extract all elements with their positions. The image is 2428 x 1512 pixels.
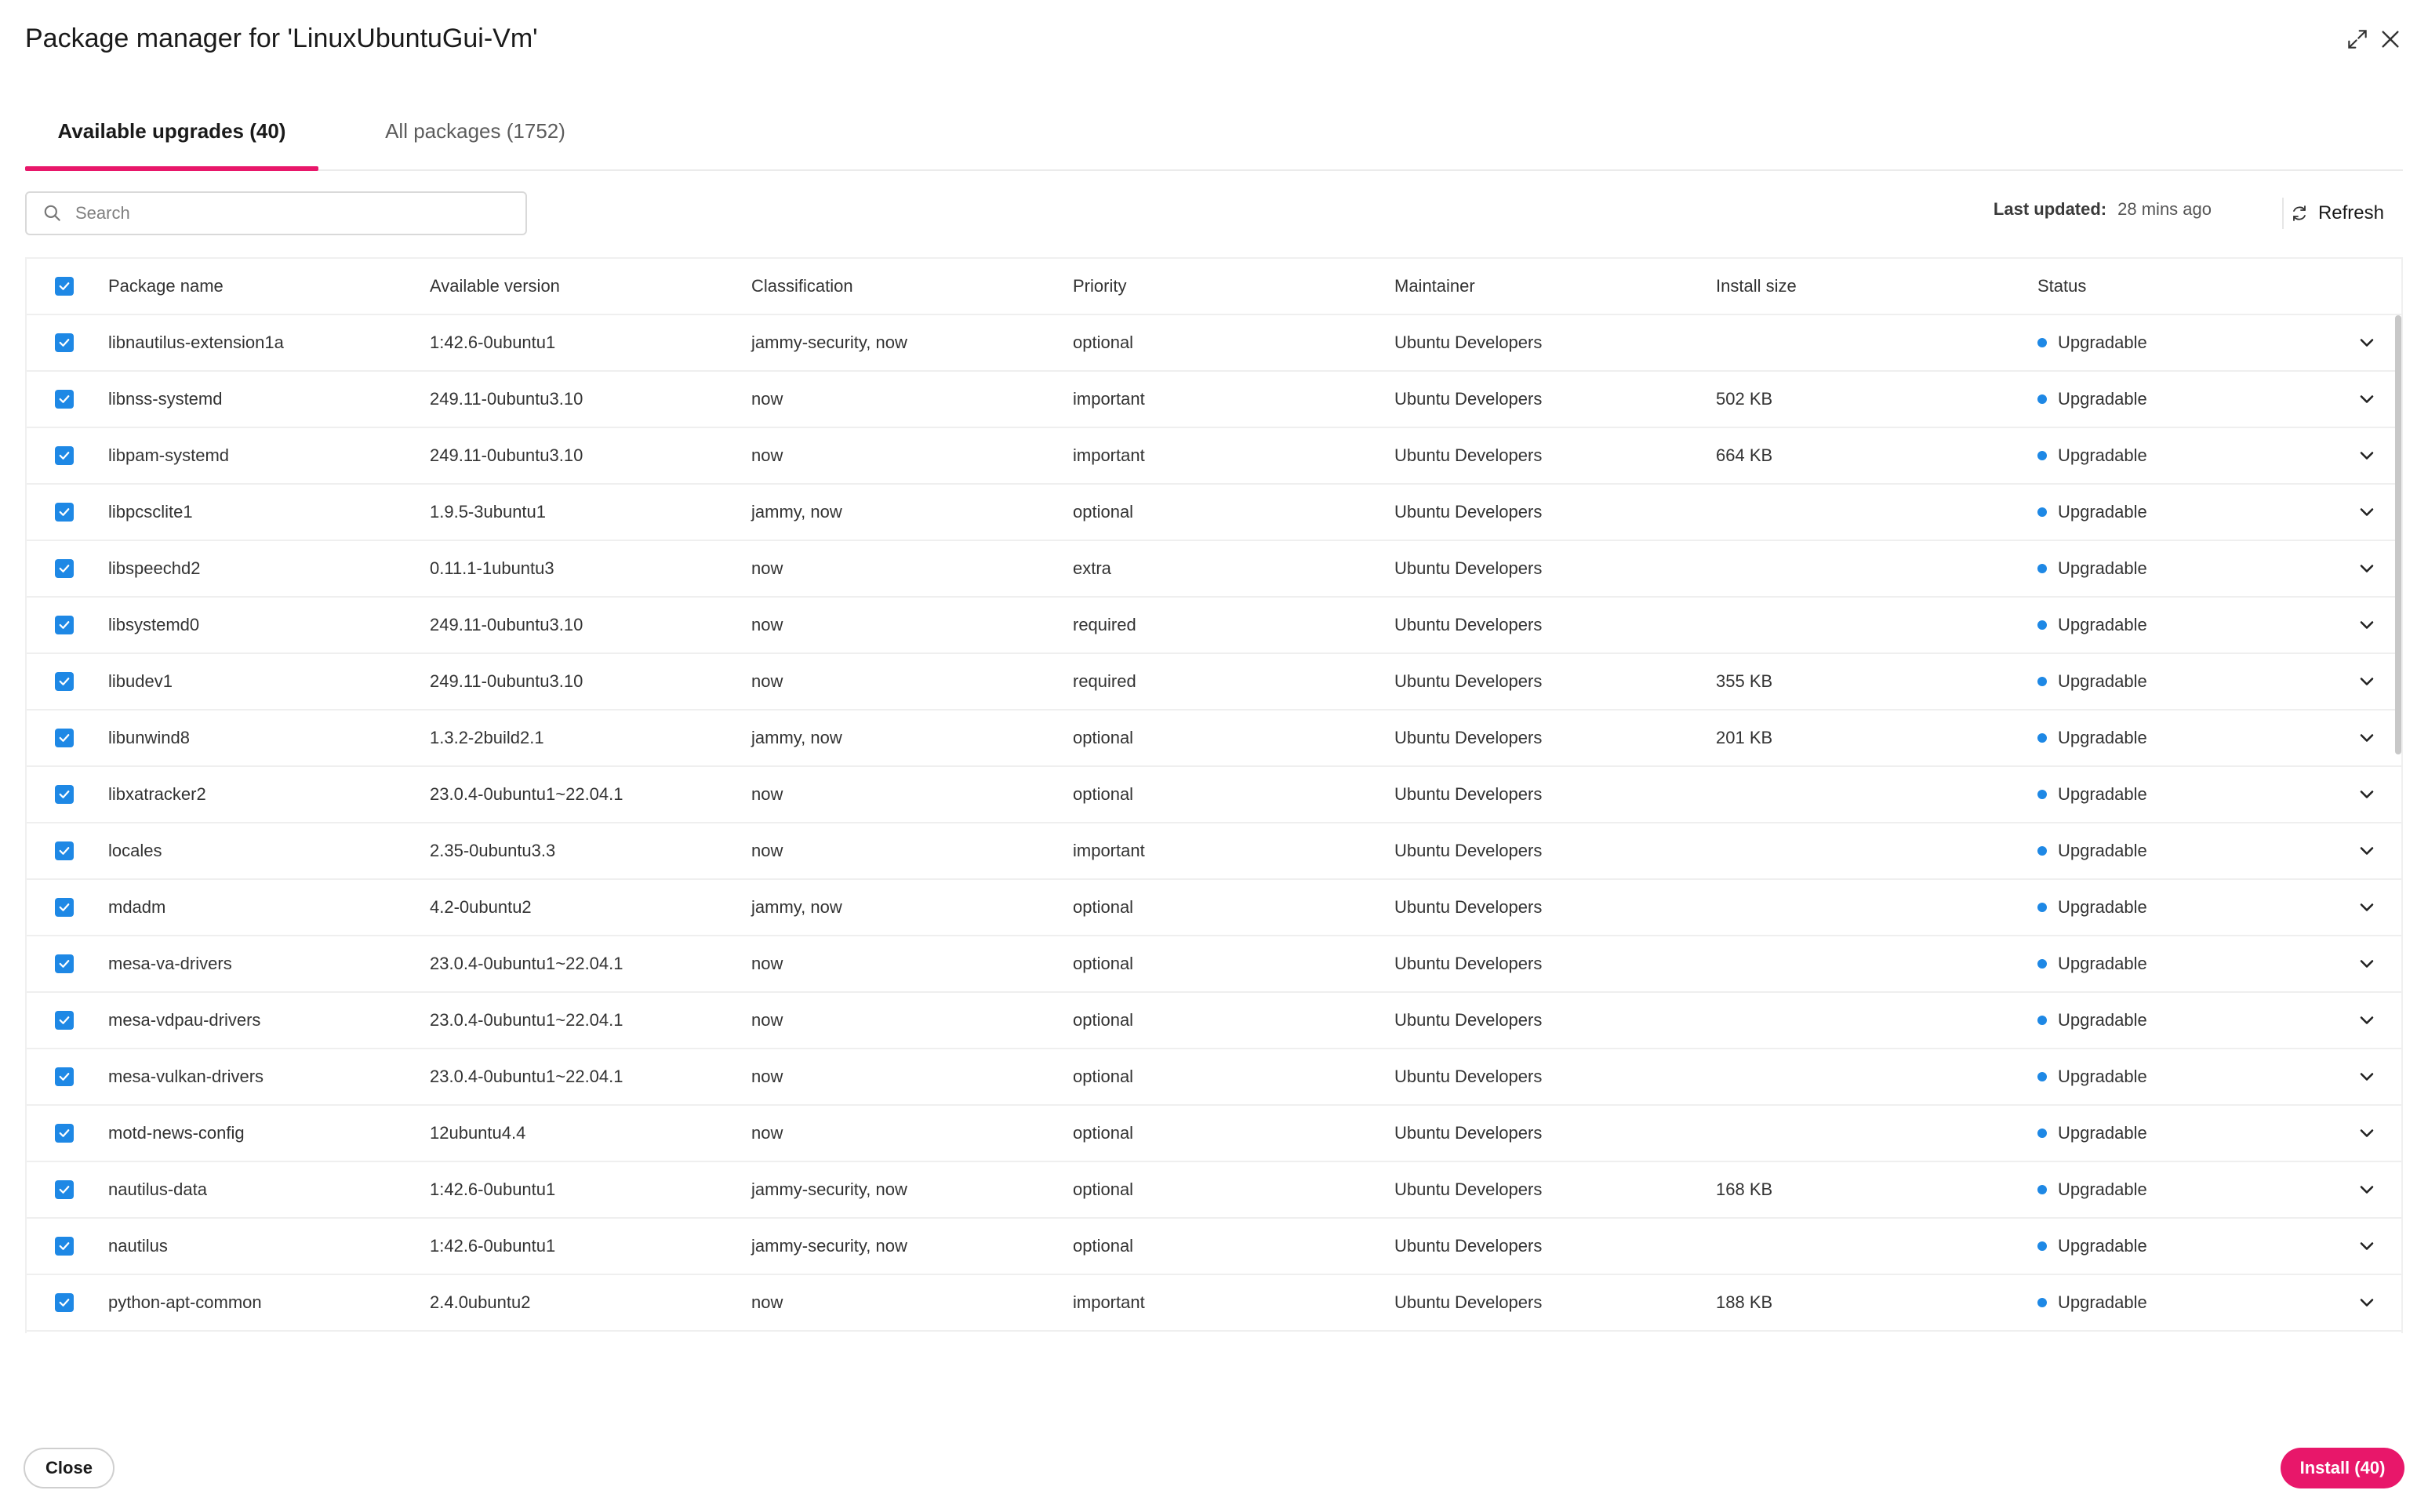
status <box>2037 1162 2147 1217</box>
table-row[interactable] <box>27 485 2401 541</box>
available-version: 249.11-0ubuntu3.10 <box>430 671 583 691</box>
available-version: 2.35-0ubuntu3.3 <box>430 841 556 860</box>
status-label: Upgradable <box>2058 502 2147 522</box>
row-checkbox-cell <box>55 1049 74 1104</box>
table-row[interactable] <box>27 823 2401 880</box>
available-version: 1:42.6-0ubuntu1 <box>430 1179 556 1199</box>
priority: required <box>1073 671 1136 691</box>
priority: optional <box>1073 954 1134 973</box>
chevron-down-icon[interactable] <box>2356 1009 2378 1031</box>
table-row[interactable] <box>27 880 2401 936</box>
status <box>2037 936 2147 991</box>
priority: optional <box>1073 784 1134 804</box>
toolbar-divider <box>2282 198 2284 229</box>
row-checkbox-cell <box>55 428 74 483</box>
checkmark-icon <box>57 562 71 576</box>
expand-row-button[interactable] <box>2356 1162 2378 1217</box>
expand-row-button[interactable] <box>2356 428 2378 483</box>
available-version: 23.0.4-0ubuntu1~22.04.1 <box>430 954 623 973</box>
maintainer: Ubuntu Developers <box>1394 1123 1543 1143</box>
status-dot <box>2037 959 2047 969</box>
package-name: libpcsclite1 <box>108 502 193 522</box>
refresh-button[interactable] <box>2290 196 2384 231</box>
status-label: Upgradable <box>2058 1292 2147 1312</box>
checkmark-icon <box>57 1126 71 1140</box>
priority: extra <box>1073 558 1111 578</box>
checkmark-icon <box>57 844 71 858</box>
checkmark-icon <box>57 449 71 463</box>
status <box>2037 598 2147 652</box>
close-button[interactable]: Close <box>24 1448 114 1488</box>
row-checkbox-cell <box>55 1275 74 1330</box>
row-checkbox-cell <box>55 936 74 991</box>
priority: important <box>1073 389 1145 409</box>
row-checkbox-cell <box>55 880 74 935</box>
status <box>2037 823 2147 878</box>
status-dot <box>2037 677 2047 686</box>
maintainer: Ubuntu Developers <box>1394 1067 1543 1086</box>
classification: now <box>751 784 783 804</box>
install-size: 201 KB <box>1716 728 1773 747</box>
chevron-down-icon[interactable] <box>2356 1179 2378 1201</box>
row-checkbox[interactable] <box>55 446 74 465</box>
select-all-checkbox[interactable] <box>55 277 74 296</box>
status-dot <box>2037 507 2047 517</box>
expand-row-button[interactable] <box>2356 654 2378 709</box>
column-header-priority[interactable]: Priority <box>1073 276 1127 296</box>
priority: optional <box>1073 333 1134 352</box>
maintainer: Ubuntu Developers <box>1394 1236 1543 1256</box>
status-label: Upgradable <box>2058 784 2147 804</box>
expand-row-button[interactable] <box>2356 598 2378 652</box>
package-name: libsystemd0 <box>108 615 200 634</box>
checkmark-icon <box>57 1070 71 1084</box>
row-checkbox-cell <box>55 1106 74 1161</box>
row-checkbox[interactable] <box>55 898 74 917</box>
status-dot <box>2037 1185 2047 1194</box>
chevron-down-icon[interactable] <box>2356 727 2378 749</box>
classification: jammy-security, now <box>751 1179 907 1199</box>
maintainer: Ubuntu Developers <box>1394 1179 1543 1199</box>
expand-icon <box>2345 27 2370 52</box>
row-checkbox-cell <box>55 315 74 370</box>
table-row[interactable] <box>27 1106 2401 1162</box>
status-dot <box>2037 1072 2047 1081</box>
checkmark-icon <box>57 957 71 971</box>
status-dot <box>2037 903 2047 912</box>
available-version: 1.3.2-2build2.1 <box>430 728 544 747</box>
maintainer: Ubuntu Developers <box>1394 445 1543 465</box>
row-checkbox-cell <box>55 598 74 652</box>
status <box>2037 372 2147 427</box>
maintainer: Ubuntu Developers <box>1394 615 1543 634</box>
classification: now <box>751 671 783 691</box>
package-name: python-apt-common <box>108 1292 262 1312</box>
status-label: Upgradable <box>2058 841 2147 860</box>
chevron-down-icon[interactable] <box>2356 953 2378 975</box>
row-checkbox-cell <box>55 1162 74 1217</box>
maintainer: Ubuntu Developers <box>1394 897 1543 917</box>
row-checkbox[interactable] <box>55 1067 74 1086</box>
package-name: libnautilus-extension1a <box>108 333 284 352</box>
available-version: 23.0.4-0ubuntu1~22.04.1 <box>430 784 623 804</box>
expand-row-button[interactable] <box>2356 880 2378 935</box>
classification: now <box>751 389 783 409</box>
table-row[interactable] <box>27 936 2401 993</box>
available-version: 249.11-0ubuntu3.10 <box>430 615 583 634</box>
checkmark-icon <box>57 1013 71 1027</box>
checkmark-icon <box>57 1239 71 1253</box>
status-dot <box>2037 790 2047 799</box>
table-row[interactable] <box>27 428 2401 485</box>
close-icon <box>2378 27 2403 52</box>
priority: optional <box>1073 897 1134 917</box>
maintainer: Ubuntu Developers <box>1394 728 1543 747</box>
status-label: Upgradable <box>2058 1179 2147 1199</box>
maintainer: Ubuntu Developers <box>1394 671 1543 691</box>
row-checkbox-cell <box>55 993 74 1048</box>
classification: jammy-security, now <box>751 333 907 352</box>
last-updated-label: Last updated: <box>1993 199 2107 219</box>
column-header-maintainer[interactable]: Maintainer <box>1394 276 1475 296</box>
classification: now <box>751 615 783 634</box>
maximize-button[interactable] <box>2342 24 2373 55</box>
package-name: libspeechd2 <box>108 558 201 578</box>
dialog-title: Package manager for 'LinuxUbuntuGui-Vm' <box>25 24 538 53</box>
row-checkbox-cell <box>55 711 74 765</box>
priority: optional <box>1073 1010 1134 1030</box>
table-row[interactable] <box>27 654 2401 711</box>
package-name: locales <box>108 841 162 860</box>
classification: now <box>751 954 783 973</box>
status <box>2037 654 2147 709</box>
status <box>2037 1219 2147 1274</box>
priority: required <box>1073 615 1136 634</box>
status <box>2037 485 2147 540</box>
packages-table <box>25 257 2403 1333</box>
chevron-down-icon[interactable] <box>2356 614 2378 636</box>
status <box>2037 767 2147 822</box>
chevron-down-icon[interactable] <box>2356 332 2378 354</box>
status-dot <box>2037 394 2047 404</box>
available-version: 249.11-0ubuntu3.10 <box>430 445 583 465</box>
status-label: Upgradable <box>2058 1123 2147 1143</box>
status <box>2037 880 2147 935</box>
package-name: libpam-systemd <box>108 445 230 465</box>
status-dot <box>2037 1241 2047 1251</box>
classification: now <box>751 558 783 578</box>
status-label: Upgradable <box>2058 1067 2147 1086</box>
row-checkbox[interactable] <box>55 729 74 747</box>
status <box>2037 1275 2147 1330</box>
status-label: Upgradable <box>2058 1236 2147 1256</box>
maintainer: Ubuntu Developers <box>1394 558 1543 578</box>
table-scrollbar[interactable] <box>2395 315 2401 754</box>
checkmark-icon <box>57 1183 71 1197</box>
maintainer: Ubuntu Developers <box>1394 502 1543 522</box>
classification: now <box>751 841 783 860</box>
classification: now <box>751 1010 783 1030</box>
status <box>2037 711 2147 765</box>
status-dot <box>2037 733 2047 743</box>
row-checkbox[interactable] <box>55 1293 74 1312</box>
checkmark-icon <box>57 674 71 689</box>
status-dot <box>2037 1129 2047 1138</box>
column-header-install-size[interactable]: Install size <box>1716 276 1797 296</box>
chevron-down-icon[interactable] <box>2356 671 2378 692</box>
chevron-down-icon[interactable] <box>2356 1292 2378 1314</box>
classification: jammy, now <box>751 502 842 522</box>
refresh-icon <box>2290 204 2309 223</box>
available-version: 1:42.6-0ubuntu1 <box>430 333 556 352</box>
row-checkbox-cell <box>55 823 74 878</box>
checkmark-icon <box>57 787 71 801</box>
row-checkbox[interactable] <box>55 1011 74 1030</box>
column-header-classification[interactable]: Classification <box>751 276 853 296</box>
status-label: Upgradable <box>2058 615 2147 634</box>
status-dot <box>2037 620 2047 630</box>
maintainer: Ubuntu Developers <box>1394 333 1543 352</box>
status-dot <box>2037 1016 2047 1025</box>
expand-row-button[interactable] <box>2356 485 2378 540</box>
expand-row-button[interactable] <box>2356 372 2378 427</box>
maintainer: Ubuntu Developers <box>1394 389 1543 409</box>
tab-available-upgrades[interactable]: Available upgrades (40) <box>25 94 318 168</box>
status <box>2037 541 2147 596</box>
table-row[interactable] <box>27 1275 2401 1332</box>
priority: optional <box>1073 1123 1134 1143</box>
classification: jammy, now <box>751 897 842 917</box>
available-version: 4.2-0ubuntu2 <box>430 897 532 917</box>
status <box>2037 1049 2147 1104</box>
chevron-down-icon[interactable] <box>2356 1122 2378 1144</box>
expand-row-button[interactable] <box>2356 936 2378 991</box>
expand-row-button[interactable] <box>2356 1219 2378 1274</box>
expand-row-button[interactable] <box>2356 993 2378 1048</box>
available-version: 12ubuntu4.4 <box>430 1123 526 1143</box>
available-version: 1.9.5-3ubuntu1 <box>430 502 547 522</box>
row-checkbox[interactable] <box>55 785 74 804</box>
status <box>2037 315 2147 370</box>
status-dot <box>2037 338 2047 347</box>
row-checkbox[interactable] <box>55 954 74 973</box>
row-checkbox-cell <box>55 767 74 822</box>
priority: important <box>1073 1292 1145 1312</box>
maintainer: Ubuntu Developers <box>1394 1292 1543 1312</box>
expand-row-button[interactable] <box>2356 541 2378 596</box>
priority: important <box>1073 841 1145 860</box>
row-checkbox[interactable] <box>55 333 74 352</box>
search-icon <box>42 203 63 224</box>
package-name: motd-news-config <box>108 1123 245 1143</box>
table-row[interactable] <box>27 1219 2401 1275</box>
package-name: mesa-vdpau-drivers <box>108 1010 261 1030</box>
status <box>2037 1106 2147 1161</box>
chevron-down-icon[interactable] <box>2356 388 2378 410</box>
install-size: 664 KB <box>1716 445 1773 465</box>
chevron-down-icon[interactable] <box>2356 1235 2378 1257</box>
classification: now <box>751 445 783 465</box>
status-label: Upgradable <box>2058 445 2147 465</box>
expand-row-button[interactable] <box>2356 823 2378 878</box>
priority: optional <box>1073 728 1134 747</box>
expand-row-button[interactable] <box>2356 767 2378 822</box>
table-row[interactable] <box>27 1162 2401 1219</box>
package-name: mesa-va-drivers <box>108 954 232 973</box>
package-name: mesa-vulkan-drivers <box>108 1067 264 1086</box>
row-checkbox[interactable] <box>55 390 74 409</box>
checkmark-icon <box>57 618 71 632</box>
install-size: 502 KB <box>1716 389 1773 409</box>
status-label: Upgradable <box>2058 897 2147 917</box>
column-header-status[interactable]: Status <box>2037 276 2087 296</box>
close-dialog-button[interactable] <box>2375 24 2406 55</box>
priority: optional <box>1073 1179 1134 1199</box>
row-checkbox[interactable] <box>55 841 74 860</box>
checkmark-icon <box>57 1296 71 1310</box>
package-name: nautilus-data <box>108 1179 207 1199</box>
checkmark-icon <box>57 392 71 406</box>
status-label: Upgradable <box>2058 671 2147 691</box>
classification: now <box>751 1292 783 1312</box>
row-checkbox[interactable] <box>55 559 74 578</box>
available-version: 249.11-0ubuntu3.10 <box>430 389 583 409</box>
tab-bar <box>25 94 2403 171</box>
expand-row-button[interactable] <box>2356 315 2378 370</box>
row-checkbox[interactable] <box>55 1237 74 1256</box>
chevron-down-icon[interactable] <box>2356 501 2378 523</box>
priority: important <box>1073 445 1145 465</box>
chevron-down-icon[interactable] <box>2356 1066 2378 1088</box>
select-all-cell <box>55 259 74 314</box>
checkmark-icon <box>57 336 71 350</box>
table-row[interactable] <box>27 315 2401 372</box>
table-row[interactable] <box>27 767 2401 823</box>
tab-all-packages[interactable]: All packages (1752) <box>385 118 565 143</box>
row-checkbox[interactable] <box>55 672 74 691</box>
package-name: libudev1 <box>108 671 173 691</box>
column-header-package-name[interactable]: Package name <box>108 276 224 296</box>
row-checkbox[interactable] <box>55 503 74 522</box>
search-box <box>25 191 527 235</box>
priority: optional <box>1073 1236 1134 1256</box>
column-header-available-version[interactable]: Available version <box>430 276 560 296</box>
search-input[interactable] <box>74 202 516 224</box>
status-dot <box>2037 846 2047 856</box>
expand-row-button[interactable] <box>2356 1275 2378 1330</box>
expand-row-button[interactable] <box>2356 1049 2378 1104</box>
available-version: 0.11.1-1ubuntu3 <box>430 558 554 578</box>
row-checkbox-cell <box>55 1219 74 1274</box>
row-checkbox-cell <box>55 541 74 596</box>
maintainer: Ubuntu Developers <box>1394 954 1543 973</box>
row-checkbox-cell <box>55 485 74 540</box>
chevron-down-icon[interactable] <box>2356 896 2378 918</box>
table-row[interactable] <box>27 372 2401 428</box>
status <box>2037 428 2147 483</box>
available-version: 1:42.6-0ubuntu1 <box>430 1236 556 1256</box>
available-version: 2.4.0ubuntu2 <box>430 1292 531 1312</box>
maintainer: Ubuntu Developers <box>1394 841 1543 860</box>
status-label: Upgradable <box>2058 728 2147 747</box>
refresh-label: Refresh <box>2317 202 2384 224</box>
maintainer: Ubuntu Developers <box>1394 784 1543 804</box>
checkmark-icon <box>57 279 71 293</box>
status-dot <box>2037 1298 2047 1307</box>
status-dot <box>2037 564 2047 573</box>
install-size: 188 KB <box>1716 1292 1773 1312</box>
expand-row-button[interactable] <box>2356 1106 2378 1161</box>
package-name: libunwind8 <box>108 728 190 747</box>
install-button[interactable]: Install (40) <box>2281 1448 2404 1488</box>
install-size: 168 KB <box>1716 1179 1773 1199</box>
checkmark-icon <box>57 505 71 519</box>
package-name: libxatracker2 <box>108 784 206 804</box>
checkmark-icon <box>57 900 71 914</box>
status-label: Upgradable <box>2058 389 2147 409</box>
status-label: Upgradable <box>2058 954 2147 973</box>
table-header <box>27 259 2401 315</box>
expand-row-button[interactable] <box>2356 711 2378 765</box>
last-updated <box>1994 199 2212 220</box>
table-row[interactable] <box>27 993 2401 1049</box>
package-name: mdadm <box>108 897 166 917</box>
priority: optional <box>1073 502 1134 522</box>
classification: jammy-security, now <box>751 1236 907 1256</box>
table-row[interactable] <box>27 711 2401 767</box>
chevron-down-icon[interactable] <box>2356 558 2378 580</box>
row-checkbox[interactable] <box>55 1124 74 1143</box>
row-checkbox-cell <box>55 372 74 427</box>
row-checkbox[interactable] <box>55 1180 74 1199</box>
status-label: Upgradable <box>2058 333 2147 352</box>
classification: now <box>751 1123 783 1143</box>
package-name: libnss-systemd <box>108 389 223 409</box>
maintainer: Ubuntu Developers <box>1394 1010 1543 1030</box>
classification: jammy, now <box>751 728 842 747</box>
table-body <box>27 315 2401 1332</box>
install-size: 355 KB <box>1716 671 1773 691</box>
available-version: 23.0.4-0ubuntu1~22.04.1 <box>430 1010 623 1030</box>
chevron-down-icon[interactable] <box>2356 445 2378 467</box>
status-label: Upgradable <box>2058 1010 2147 1030</box>
classification: now <box>751 1067 783 1086</box>
table-row[interactable] <box>27 1049 2401 1106</box>
checkmark-icon <box>57 731 71 745</box>
row-checkbox-cell <box>55 654 74 709</box>
available-version: 23.0.4-0ubuntu1~22.04.1 <box>430 1067 623 1086</box>
last-updated-value: 28 mins ago <box>2117 199 2212 219</box>
status <box>2037 993 2147 1048</box>
table-row[interactable] <box>27 541 2401 598</box>
package-name: nautilus <box>108 1236 168 1256</box>
chevron-down-icon[interactable] <box>2356 783 2378 805</box>
priority: optional <box>1073 1067 1134 1086</box>
status-label: Upgradable <box>2058 558 2147 578</box>
status-dot <box>2037 451 2047 460</box>
row-checkbox[interactable] <box>55 616 74 634</box>
chevron-down-icon[interactable] <box>2356 840 2378 862</box>
table-row[interactable] <box>27 598 2401 654</box>
